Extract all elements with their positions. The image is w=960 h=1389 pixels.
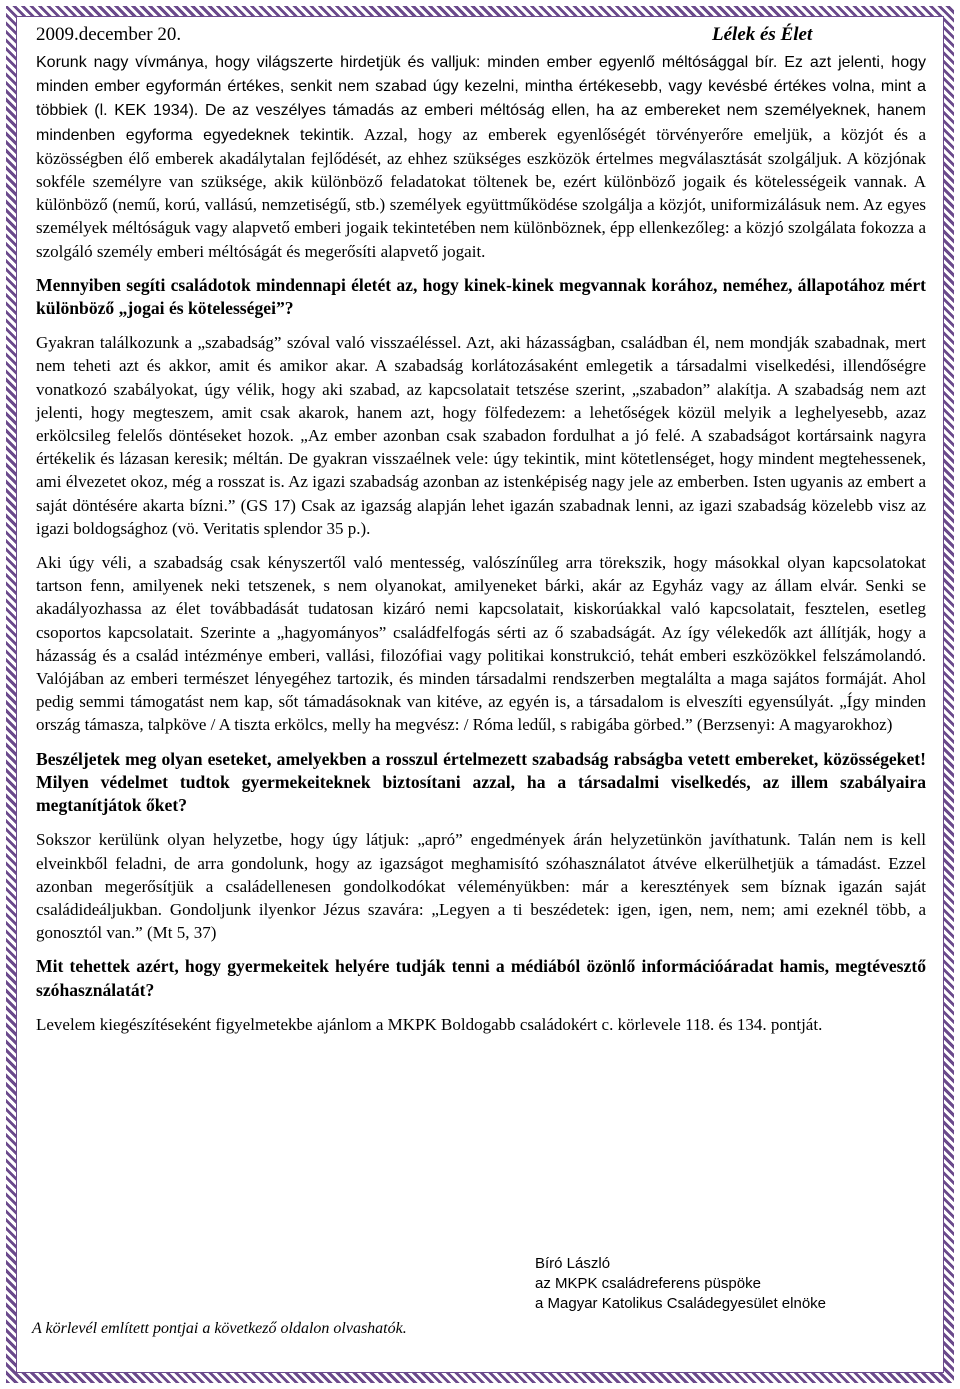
paragraph-1-sans-part: Korunk nagy vívmánya, hogy világszerte hirdetjük és valljuk: minden ember egyenlő méltósággal bír. Ez azt jelenti, hogy minden ember egyformán értékes, senkit nem szabad úgy kezelni, mintha értékesebb, vagy kevésbé értékes volna, mint a többiek (l. KEK 1934). De az veszélyes támadás az emberi méltóság ellen, ha az embereket nem személyeknek, hanem mindenben egyforma egyedeknek tekintik. xyxy=(36,54,926,144)
paragraph-4: Sokszor kerülünk olyan helyzetbe, hogy úgy látjuk: „apró” engedmények árán helyzetünkön javíthatunk. Talán nem is kell elveinkből feladni, de arra gondolunk, hogy az igazságot meghamisító szóhasználatot átvéve elkerülhetjük a támadást. Ezzel azonban megerősítjük a családellenesen gondolkodókat véleményükben: már a keresztények sem bíznak igazán saját családideáljukban. Gondoljunk ilyenkor Jézus szavára: „Legyen a ti beszédetek: igen, igen, nem, nem; ami ezeknél több, a gonosztól van.” (Mt 5, 37) xyxy=(36,830,926,943)
question-2: Beszéljetek meg olyan eseteket, amelyekben a rosszul értelmezett szabadság rabságba vetett embereket, közösségeket! Milyen védelmet tudtok gyermekeiteknek biztosítani azzal, ha a társadalmi viselkedés, az illem szabályaira megtanítjátok őket? xyxy=(36,748,926,816)
paragraph-1-serif-part: Azzal, hogy az emberek egyenlőségét törvényerőre emeljük, a közjót és a közösségben élő emberek akadálytalan fejlődését, az ehhez szükséges eszközök értelmes megválasztását szolgáljuk. A közjónak sokféle személyre van szüksége, akik különböző feladatokat töltenek be, ezért különböző jogaik és kötelességeik vannak. A különböző (nemű, korú, vallású, nemzetiségű, stb.) személyek együttműködése szolgálja a közjót, uniformizálásuk nem. Az egyes személyek méltóságuk vagy alapvető emberi jogaik tekintetében nem különböznek, épp ellenkezőleg: a közjó szolgálata fokozza a szolgáló személy emberi méltóságát és megerősíti alapvető jogait. xyxy=(36,124,926,261)
page-header xyxy=(36,18,926,50)
paragraph-3: Aki úgy véli, a szabadság csak kényszertől való mentesség, valószínűleg arra törekszik, hogy másokkal olyan kapcsolatokat tartson fenn, amilyenek neki tetszenek, s nem olyanokat, amilyeneket bárki, akár az Egyház vagy az állam elvár. Senki se akadályozhassa az élet továbbadását tudatosan kizáró nemi kapcsolatait, kiskorúakkal való kapcsolatait, fesztelen, esetleg csoportos kapcsolatait. Szerinte a „hagyományos” családfelfogás sérti az ő szabadságát. Az így vélekedők azt állítják, hogy a házasság és a család intézménye emberi, vallási, filozófiai vagy politikai konstrukció, tehát emberi eszközökkel felszámolandó. Valójában az emberi természet lényegéhez tartozik, és minden társadalmi rendszerben megtalálta a maga sajátos formáját. Ahol pedig semmi támogatást nem kap, sőt támadásoknak van kitéve, az egyén is, a társadalom is elveszíti egyensúlyát. „Így minden ország támasza, talpköve / A tiszta erkölcs, melly ha megvész: / Róma ledűl, s rabigába görbed.” (Berzsenyi: A magyarokhoz) xyxy=(36,553,926,735)
question-1: Mennyiben segíti családotok mindennapi életét az, hogy kinek-kinek megvannak korához, neméhez, állapotához mért különböző „jogai és kötelességei”? xyxy=(36,274,926,319)
paragraph-5: Levelem kiegészítéseként figyelmetekbe ajánlom a MKPK Boldogabb családokért c. körlevele 118. és 134. pontját. xyxy=(36,1014,823,1034)
signature-block xyxy=(535,1254,826,1314)
signature-role-2: a Magyar Katolikus Családegyesület elnöke xyxy=(535,1295,826,1312)
paragraph-1 xyxy=(36,50,926,263)
question-3: Mit tehettek azért, hogy gyermekeitek helyére tudják tenni a médiából özönlő információáradat hamis, megtévesztő szóhasználatát? xyxy=(36,956,926,1000)
signature-role-1: az MKPK családreferens püspöke xyxy=(535,1275,761,1292)
signature-name: Bíró László xyxy=(535,1255,611,1272)
page-content xyxy=(36,18,926,1047)
issue-date: 2009.december 20. xyxy=(36,24,182,45)
footnote: A körlevél említett pontjai a következő oldalon olvashatók. xyxy=(32,1320,407,1337)
magazine-title: Lélek és Élet xyxy=(712,24,813,45)
paragraph-2: Gyakran találkozunk a „szabadság” szóval való visszaéléssel. Azt, aki házasságban, családban él, nem mondják szabadnak, mert nem teheti azt és akkor, amit és amikor akar. A szabadság korlátozásaként emlegetik a társadalmi viselkedési, illendőségre vonatkozó szabályokat, úgy vélik, hogy aki szabad, az kapcsolatait tetszése szerint, „szabadon” alakítja. A szabadság nem azt jelenti, hogy megteszem, amit csak akarok, hanem azt, hogy fölfedezem: a lehetőségek közül melyik a leghelyesebb, azaz erkölcsileg felelős döntéseket hozok. „Az ember azonban csak szabadon fordulhat a jó felé. A szabadságot kortársaink nagyra értékelik és lázasan keresik; méltán. De gyakran visszaélnek vele: úgy tekintik, mint kötetlenséget, hogy mindent megtehessenek, ami élvezetet okoz, még a rosszat is. Az igazi szabadság azonban az istenképiség nagy jele az emberben. Isten ugyanis az embert a saját döntésére akarta bízni.” (GS 17) Csak az igazság alapján lehet igazán szabadnak lenni, az igazi szabadság közelebb visz az igazi boldogsághoz (vö. Veritatis splendor 35 p.). xyxy=(36,333,926,538)
